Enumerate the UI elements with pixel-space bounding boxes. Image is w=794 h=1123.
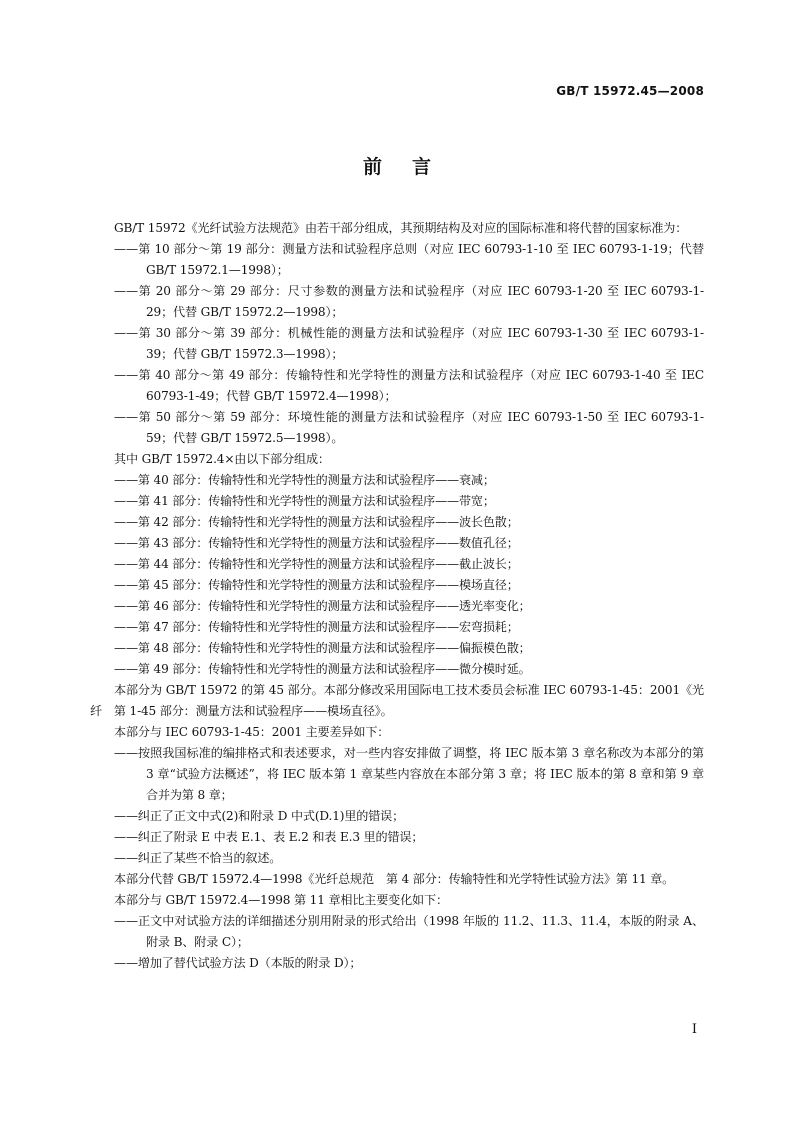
paragraph: 本部分代替 GB/T 15972.4—1998《光纤总规范 第 4 部分：传输特性和光学特性试验方法》第 11 章。 xyxy=(114,872,675,886)
paragraph: GB/T 15972《光纤试验方法规范》由若干部分组成，其预期结构及对应的国际标准和将代替的国家标准为： xyxy=(114,221,688,235)
list-item: ——第 50 部分～第 59 部分：环境性能的测量方法和试验程序（对应 IEC 60793-1-50 至 IEC 60793-1-59；代替 GB/T 15972.5—1998）。 xyxy=(114,410,704,445)
paragraph: 本部分与 IEC 60793-1-45：2001 主要差异如下： xyxy=(114,725,390,739)
list-item: ——正文中对试验方法的详细描述分别用附录的形式给出（1998 年版的 11.2、11.3、11.4，本版的附录 A、附录 B、附录 C）； xyxy=(114,914,704,949)
list-item: ——纠正了正文中式(2)和附录 D 中式(D.1)里的错误； xyxy=(114,809,405,823)
list-item: ——第 41 部分：传输特性和光学特性的测量方法和试验程序——带宽； xyxy=(114,494,495,508)
list-item: ——第 40 部分～第 49 部分：传输特性和光学特性的测量方法和试验程序（对应 IEC 60793-1-40 至 IEC 60793-1-49；代替 GB/T 15972.4—1998）； xyxy=(114,368,704,403)
list-item: ——按照我国标准的编排格式和表述要求，对一些内容安排做了调整，将 IEC 版本第 3 章名称改为本部分的第 3 章“试验方法概述”，将 IEC 版本第 1 章某些内容放在本部分第 3 章；将 IEC 版本的第 8 章和第 9 章合并为第 8 章； xyxy=(114,746,704,802)
list-item: ——第 47 部分：传输特性和光学特性的测量方法和试验程序——宏弯损耗； xyxy=(114,620,519,634)
list-item: ——第 40 部分：传输特性和光学特性的测量方法和试验程序——衰减； xyxy=(114,473,495,487)
list-item: ——第 30 部分～第 39 部分：机械性能的测量方法和试验程序（对应 IEC 60793-1-30 至 IEC 60793-1-39；代替 GB/T 15972.3—1998）； xyxy=(114,326,704,361)
paragraph: 其中 GB/T 15972.4×由以下部分组成： xyxy=(114,452,330,466)
list-item: ——纠正了附录 E 中表 E.1、表 E.2 和表 E.3 里的错误； xyxy=(114,830,424,844)
list-item: ——第 45 部分：传输特性和光学特性的测量方法和试验程序——模场直径； xyxy=(114,578,519,592)
list-item: ——第 46 部分：传输特性和光学特性的测量方法和试验程序——透光率变化； xyxy=(114,599,531,613)
document-body xyxy=(90,218,704,974)
standard-number: GB/T 15972.45—2008 xyxy=(556,84,704,98)
list-item: ——增加了替代试验方法 D（本版的附录 D）； xyxy=(114,956,362,970)
list-item: ——纠正了某些不恰当的叙述。 xyxy=(114,851,282,865)
paragraph: 本部分与 GB/T 15972.4—1998 第 11 章相比主要变化如下： xyxy=(114,893,448,907)
page-number: I xyxy=(691,1022,697,1037)
list-item: ——第 48 部分：传输特性和光学特性的测量方法和试验程序——偏振模色散； xyxy=(114,641,531,655)
list-item: ——第 43 部分：传输特性和光学特性的测量方法和试验程序——数值孔径； xyxy=(114,536,519,550)
list-item: ——第 42 部分：传输特性和光学特性的测量方法和试验程序——波长色散； xyxy=(114,515,519,529)
list-item: ——第 49 部分：传输特性和光学特性的测量方法和试验程序——微分模时延。 xyxy=(114,662,531,676)
list-item: ——第 20 部分～第 29 部分：尺寸参数的测量方法和试验程序（对应 IEC 60793-1-20 至 IEC 60793-1-29；代替 GB/T 15972.2—1998）； xyxy=(114,284,704,319)
page-title: 前言 xyxy=(362,156,461,178)
list-item: ——第 10 部分～第 19 部分：测量方法和试验程序总则（对应 IEC 60793-1-10 至 IEC 60793-1-19；代替 GB/T 15972.1—1998）； xyxy=(114,242,704,277)
list-item: ——第 44 部分：传输特性和光学特性的测量方法和试验程序——截止波长； xyxy=(114,557,519,571)
paragraph: 本部分为 GB/T 15972 的第 45 部分。本部分修改采用国际电工技术委员会标准 IEC 60793-1-45：2001《光纤 第 1-45 部分：测量方法和试验程序——模场直径》。 xyxy=(90,683,704,718)
